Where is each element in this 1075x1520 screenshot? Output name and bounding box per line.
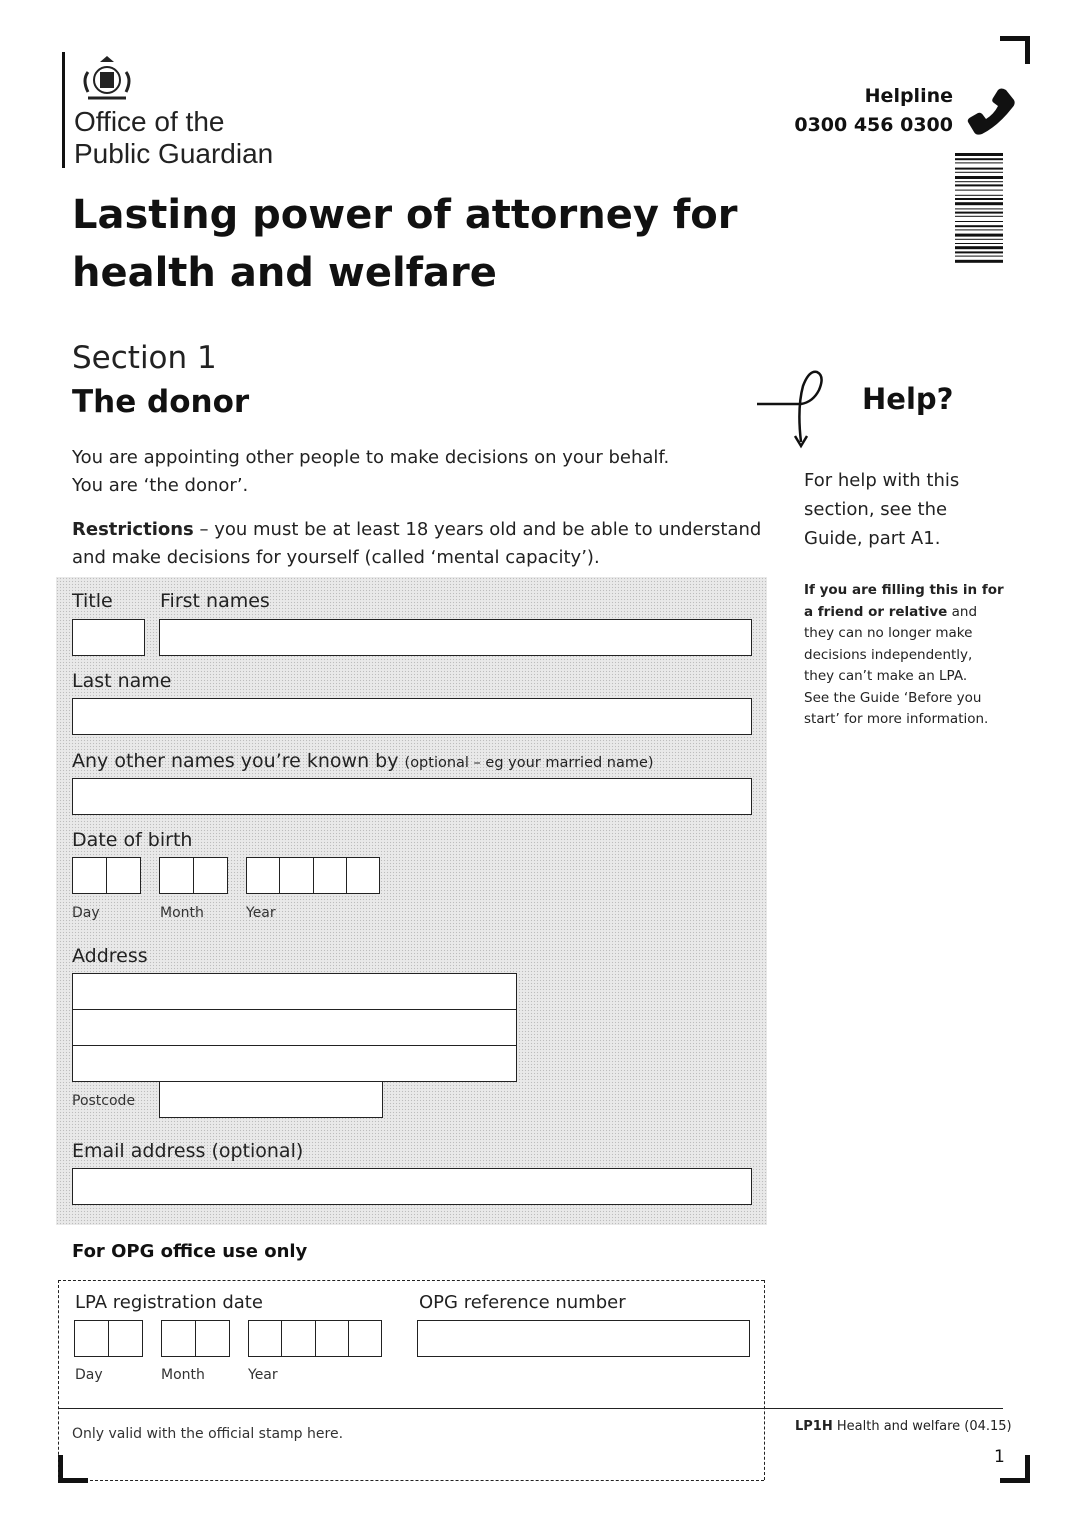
crop-mark-top-right-v (1025, 36, 1030, 64)
org-name-line2: Public Guardian (74, 138, 274, 169)
last-name-label: Last name (72, 670, 172, 692)
helpline-number: 0300 456 0300 (794, 114, 953, 136)
intro-line2: You are ‘the donor’. (72, 475, 249, 496)
first-names-field[interactable] (159, 619, 752, 656)
helpline-label: Helpline (864, 85, 953, 107)
document-title-line1: Lasting power of attorney for (72, 192, 738, 238)
office-use-heading: For OPG office use only (72, 1241, 308, 1262)
other-names-label: Any other names you’re known by (optional – eg your married name) (72, 750, 654, 772)
office-box-right-border (764, 1280, 765, 1480)
help-note (804, 580, 1004, 731)
restrictions-line2: and make decisions for yourself (called ‘mental capacity’). (72, 547, 600, 568)
page-number: 1 (994, 1447, 1005, 1467)
form-code (795, 1419, 1012, 1434)
address-label: Address (72, 945, 148, 967)
ref-number-field[interactable] (417, 1320, 750, 1357)
org-name-line1: Office of the (74, 106, 225, 137)
help-text-line3: Guide, part A1. (804, 528, 941, 549)
help-note-line5: they can’t make an LPA. (804, 668, 968, 684)
email-label: Email address (optional) (72, 1140, 304, 1162)
help-text-line2: section, see the (804, 499, 948, 520)
office-divider (58, 1408, 1003, 1409)
title-field[interactable] (72, 619, 145, 656)
ref-number-label: OPG reference number (419, 1292, 626, 1313)
dob-year-field[interactable] (246, 857, 380, 894)
dob-label: Date of birth (72, 829, 193, 851)
phone-icon (966, 86, 1018, 138)
section-number: Section 1 (72, 340, 217, 376)
postcode-field[interactable] (159, 1081, 383, 1118)
reg-month-label: Month (161, 1367, 205, 1383)
other-names-field[interactable] (72, 778, 752, 815)
help-note-line2: a friend or relative and (804, 603, 978, 620)
form-code-desc: Health and welfare (04.15) (832, 1419, 1012, 1434)
address-line2-field[interactable] (72, 1009, 517, 1046)
reg-year-label: Year (248, 1367, 278, 1383)
other-names-hint: (optional – eg your married name) (404, 755, 654, 771)
restrictions-label: Restrictions (72, 519, 194, 540)
reg-date-label: LPA registration date (75, 1292, 263, 1313)
postcode-label: Postcode (72, 1093, 136, 1109)
logo-rule (62, 52, 65, 168)
office-box-top-border (58, 1280, 764, 1281)
intro-line1: You are appointing other people to make decisions on your behalf. (72, 447, 670, 468)
address-line1-field[interactable] (72, 973, 517, 1010)
office-box-bottom-border (90, 1480, 764, 1481)
dob-month-field[interactable] (159, 857, 228, 894)
crop-mark-bottom-right-v (1025, 1455, 1030, 1483)
crest-icon (76, 54, 138, 106)
title-label: Title (72, 590, 113, 612)
reg-day-label: Day (75, 1367, 103, 1383)
email-field[interactable] (72, 1168, 752, 1205)
help-note-line3: they can no longer make (804, 625, 973, 641)
stamp-note: Only valid with the official stamp here. (72, 1426, 344, 1442)
help-note-line4: decisions independently, (804, 646, 973, 663)
section-name: The donor (72, 384, 250, 420)
reg-month-field[interactable] (161, 1320, 230, 1357)
help-text-line1: For help with this (804, 470, 960, 491)
dob-year-label: Year (246, 905, 276, 921)
restrictions-line1 (72, 516, 761, 544)
restrictions-text: – you must be at least 18 years old and be able to understand (193, 519, 762, 540)
dob-month-label: Month (160, 905, 204, 921)
help-note-line6: See the Guide ‘Before you (804, 689, 982, 706)
last-name-field[interactable] (72, 698, 752, 735)
dob-day-field[interactable] (72, 857, 141, 894)
first-names-label: First names (160, 590, 270, 612)
form-code-id: LP1H (795, 1419, 833, 1434)
reg-year-field[interactable] (248, 1320, 382, 1357)
office-box-left-border (58, 1280, 59, 1480)
document-title-line2: health and welfare (72, 250, 497, 296)
help-note-line1: If you are filling this in for (804, 582, 1004, 598)
help-title: Help? (862, 382, 954, 416)
barcode-icon (955, 153, 1003, 308)
help-pen-icon (757, 364, 857, 454)
dob-day-label: Day (72, 905, 100, 921)
help-note-line7: start’ for more information. (804, 711, 989, 727)
reg-day-field[interactable] (74, 1320, 143, 1357)
address-line3-field[interactable] (72, 1045, 517, 1082)
